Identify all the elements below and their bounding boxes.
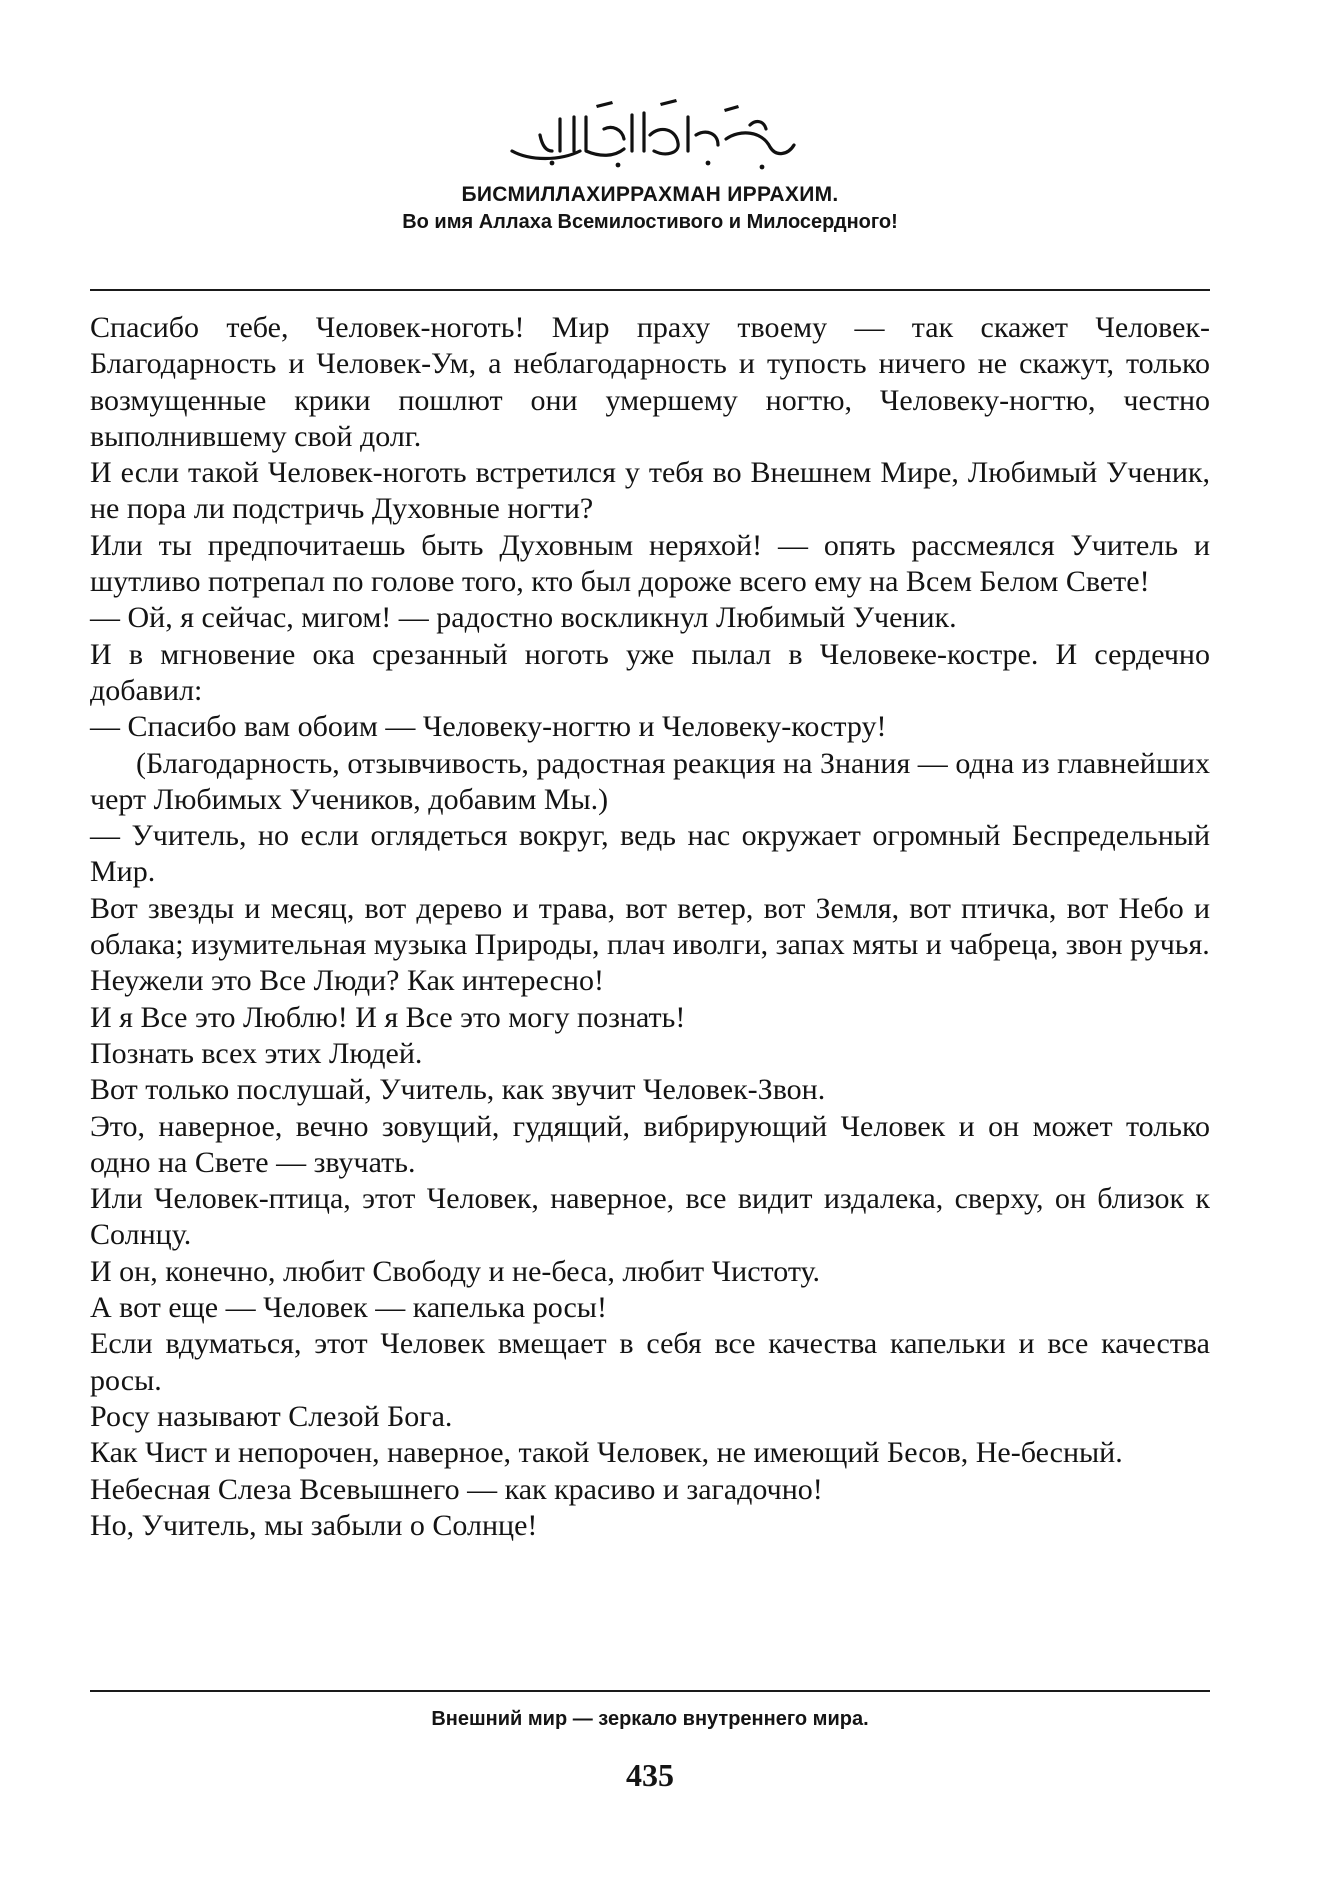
footer-divider [90, 1690, 1210, 1692]
paragraph: И в мгновение ока срезанный ноготь уже пылал в Человеке-костре. И сердечно добавил: [90, 637, 1210, 707]
header-subtitle: Во имя Аллаха Всемилостивого и Милосердного! [402, 211, 898, 233]
paragraph: Или ты предпочитаешь быть Духовным неряхой! — опять рассмеялся Учитель и шутливо потрепал по голове того, кто был дороже всего ему на Всем Белом Свете! [90, 528, 1210, 599]
footer-motto: Внешний мир — зеркало внутреннего мира. [431, 1708, 869, 1730]
paragraph: Или Человек-птица, этот Человек, наверное, все видит издалека, сверху, он близок к Солнцу. [90, 1182, 1210, 1252]
page-header [90, 95, 1210, 234]
paragraph: И если такой Человек-ноготь встретился у тебя во Внешнем Мире, Любимый Ученик, не пора ли подстричь Духовные ногти? [90, 456, 1210, 526]
paragraph: Это, наверное, вечно зовущий, гудящий, вибрирующий Человек и он может только одно на Свете — звучать. [90, 1109, 1210, 1179]
paragraph: Но, Учитель, мы забыли о Солнце! [90, 1508, 538, 1542]
header-title: БИСМИЛЛАХИРРАХМАН ИРРАХИМ. [461, 183, 839, 206]
paragraph: И я Все это Люблю! И я Все это могу познать! [90, 1000, 686, 1034]
basmala-calligraphy [500, 95, 800, 175]
paragraph: Спасибо тебе, Человек-ноготь! Мир праху твоему — так скажет Человек-Благодарность и Человек-Ум, а неблагодарность и тупость ничего не скажут, только возмущенные крики пошлют они умершему ногтю, Человеку-ногтю, честно выполнившему свой долг. [90, 311, 1210, 453]
paragraph: И он, конечно, любит Свободу и не-беса, любит Чистоту. [90, 1254, 821, 1288]
header-divider [90, 289, 1210, 291]
paragraph: Росу называют Слезой Бога. [90, 1399, 453, 1433]
body-text [90, 310, 1210, 1544]
paragraph: — Учитель, но если оглядеться вокруг, ведь нас окружает огромный Беспредельный Мир. [90, 819, 1210, 889]
paragraph: Как Чист и непорочен, наверное, такой Человек, не имеющий Бесов, Не-бесный. [90, 1436, 1123, 1470]
paragraph: Вот только послушай, Учитель, как звучит Человек-Звон. [90, 1073, 826, 1107]
paragraph-note: (Благодарность, отзывчивость, радостная реакция на Знания — одна из главнейших черт Любимых Учеников, добавим Мы.) [90, 746, 1210, 816]
paragraph: А вот еще — Человек — капелька росы! [90, 1291, 607, 1325]
paragraph: Если вдуматься, этот Человек вмещает в себя все качества капельки и все качества росы. [90, 1327, 1210, 1397]
paragraph: — Спасибо вам обоим — Человеку-ногтю и Человеку-костру! [90, 710, 887, 744]
paragraph: Неужели это Все Люди? Как интересно! [90, 964, 604, 998]
paragraph: — Ой, я сейчас, мигом! — радостно воскликнул Любимый Ученик. [90, 601, 957, 635]
paragraph: Познать всех этих Людей. [90, 1036, 423, 1070]
paragraph: Вот звезды и месяц, вот дерево и трава, вот ветер, вот Земля, вот птичка, вот Небо и облака; изумительная музыка Природы, плач иволги, запах мяты и чабреца, звон ручья. [90, 891, 1210, 962]
paragraph: Небесная Слеза Всевышнего — как красиво и загадочно! [90, 1472, 823, 1506]
page-number: 435 [626, 1757, 674, 1793]
